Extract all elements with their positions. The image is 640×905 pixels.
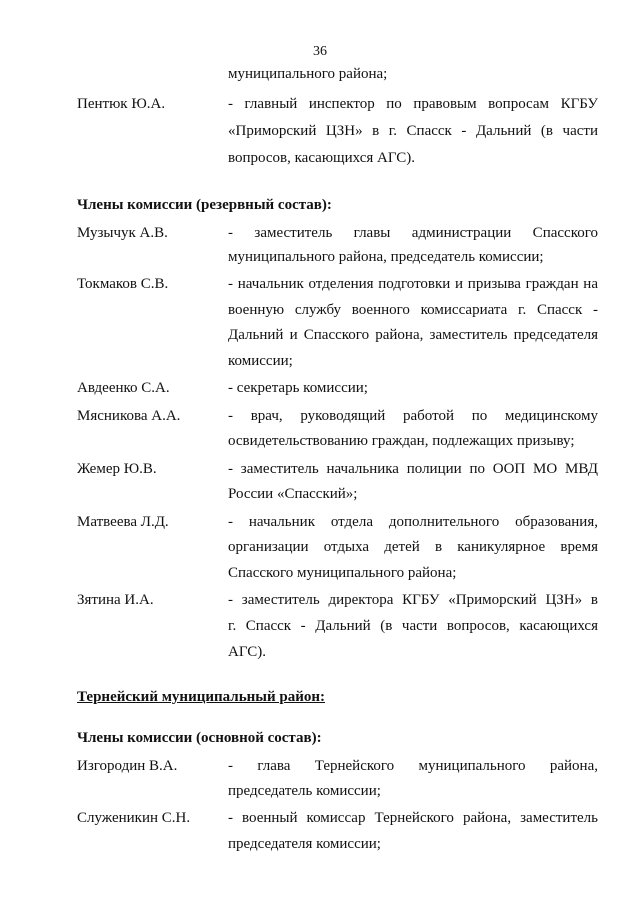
member-description-line: комиссии;	[228, 353, 293, 369]
member-description-line: - заместитель директора КГБУ «Приморский ЦЗН» в	[228, 592, 598, 608]
member-description-line: Дальний и Спасского района, заместитель председателя	[228, 327, 598, 343]
member-description-line: - главный инспектор по правовым вопросам КГБУ	[228, 96, 598, 112]
member-name: Зятина И.А.	[77, 592, 154, 608]
member-description-line: - секретарь комиссии;	[228, 380, 368, 396]
member-name: Жемер Ю.В.	[77, 461, 157, 477]
member-description-line: военную службу военного комиссариата г. Спасск -	[228, 302, 598, 318]
member-description-line: Спасского муниципального района;	[228, 565, 457, 581]
member-description-line: - заместитель главы администрации Спасского	[228, 225, 598, 241]
member-description-line: - глава Тернейского муниципального района,	[228, 758, 598, 774]
member-name: Мясникова А.А.	[77, 408, 181, 424]
member-description-line: председатель комиссии;	[228, 783, 381, 799]
member-description-line: «Приморский ЦЗН» в г. Спасск - Дальний (в части	[228, 123, 598, 139]
member-name: Служеникин С.Н.	[77, 810, 191, 826]
member-name: Матвеева Л.Д.	[77, 514, 169, 530]
member-description-line: муниципального района, председатель комиссии;	[228, 249, 544, 265]
member-description-line: России «Спасский»;	[228, 486, 358, 502]
member-description-line: - врач, руководящий работой по медицинскому	[228, 408, 598, 424]
member-name: Музычук А.В.	[77, 225, 168, 241]
member-description-line: организации отдыха детей в каникулярное время	[228, 539, 598, 555]
district-heading: Тернейский муниципальный район:	[77, 689, 325, 705]
member-description-line: председателя комиссии;	[228, 836, 381, 852]
member-description-line: - начальник отдела дополнительного образования,	[228, 514, 598, 530]
member-description-line: - военный комиссар Тернейского района, заместитель	[228, 810, 598, 826]
member-description-line: - заместитель начальника полиции по ООП МО МВД	[228, 461, 598, 477]
member-description-line: АГС).	[228, 644, 267, 660]
member-name: Пентюк Ю.А.	[77, 96, 166, 112]
member-name: Авдеенко С.А.	[77, 380, 170, 396]
continuation-line: муниципального района;	[228, 66, 388, 82]
page-number: 36	[313, 44, 327, 59]
member-name: Токмаков С.В.	[77, 276, 169, 292]
member-description-line: - начальник отделения подготовки и призыва граждан на	[228, 276, 598, 292]
member-description-line: г. Спасск - Дальний (в части вопросов, касающихся	[228, 618, 598, 634]
section-heading-main: Члены комиссии (основной состав):	[77, 730, 322, 746]
section-heading-reserve: Члены комиссии (резервный состав):	[77, 197, 332, 213]
member-description-line: вопросов, касающихся АГС).	[228, 150, 416, 166]
member-description-line: освидетельствованию граждан, подлежащих призыву;	[228, 433, 575, 449]
member-name: Изгородин В.А.	[77, 758, 178, 774]
